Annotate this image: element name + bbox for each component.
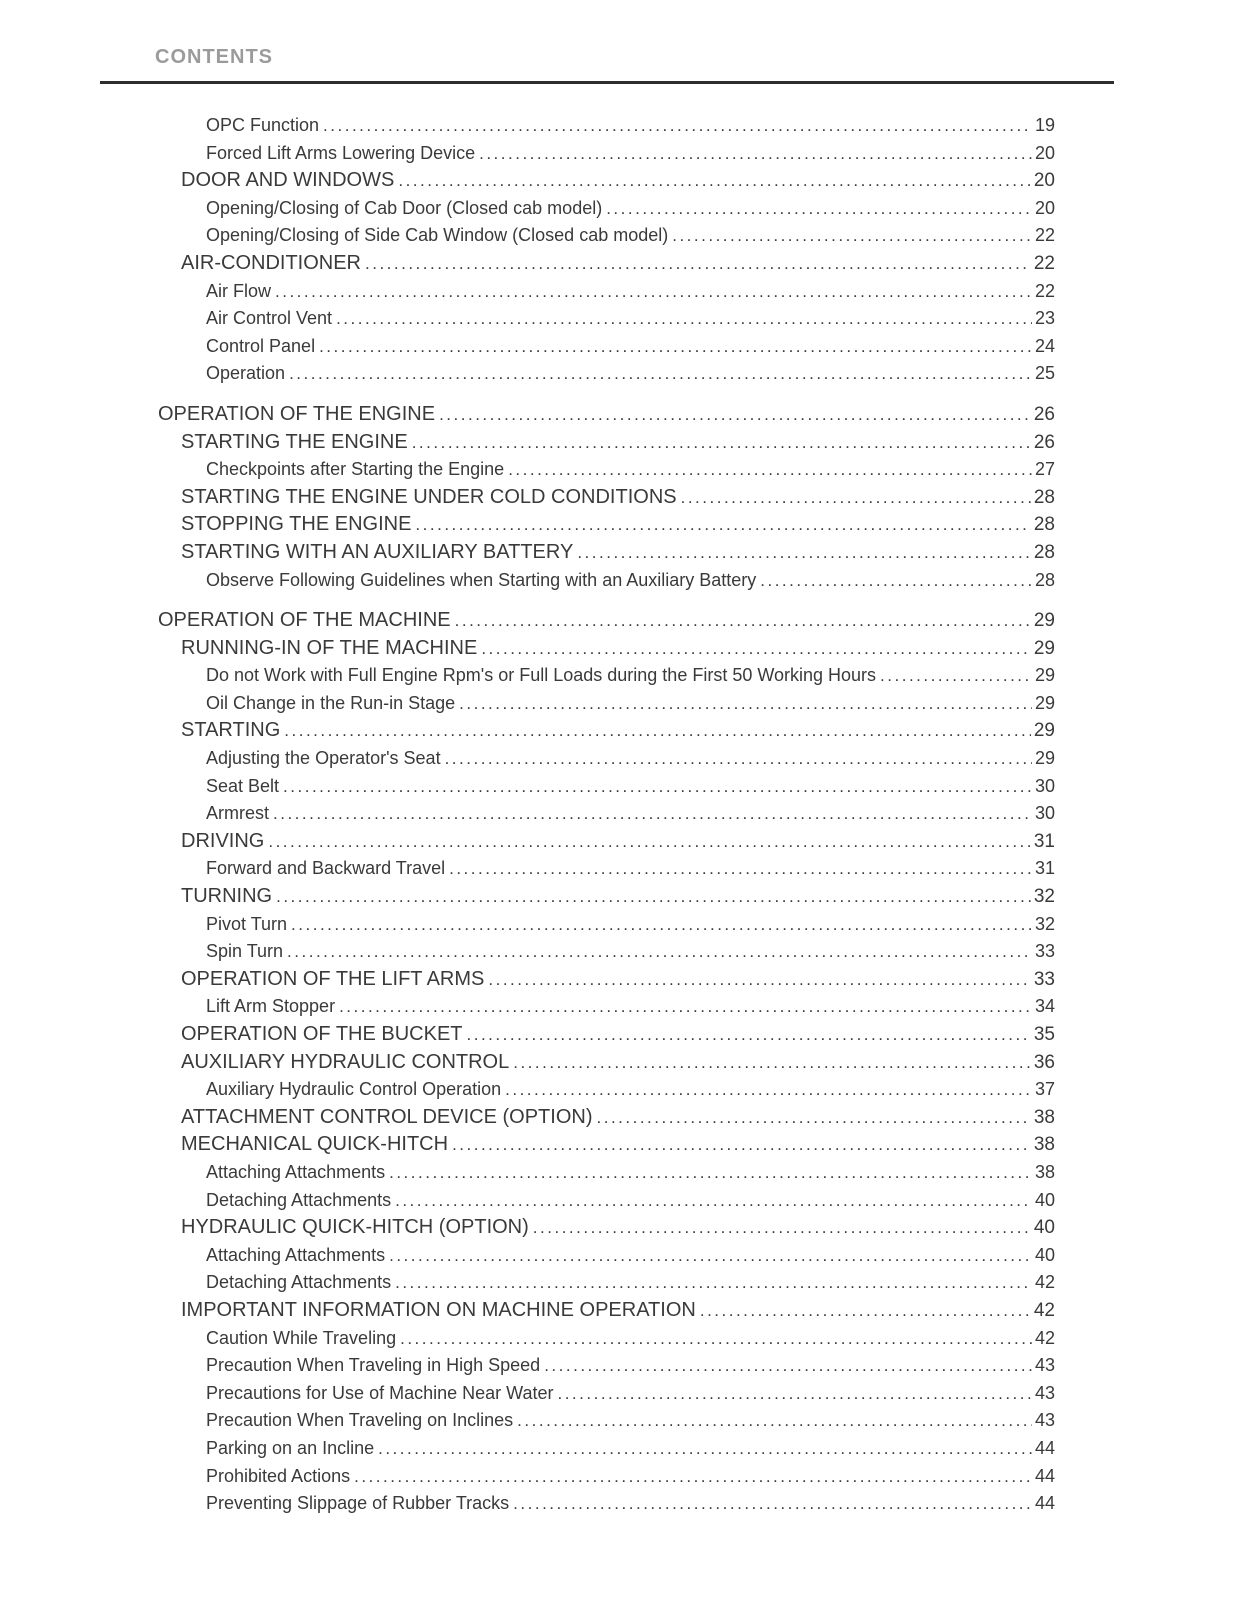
toc-entry <box>158 112 1055 140</box>
toc-entry-label: Adjusting the Operator's Seat <box>206 748 441 769</box>
toc-page-number: 43 <box>1034 1410 1055 1431</box>
toc-page-number: 29 <box>1034 665 1055 686</box>
toc-dot-leader <box>319 334 1032 361</box>
toc-entry-label: Control Panel <box>206 335 316 356</box>
toc-page-number: 22 <box>1034 225 1055 246</box>
toc-dot-leader <box>289 361 1032 388</box>
toc-dot-leader <box>389 1160 1032 1187</box>
toc-page-number: 34 <box>1034 996 1055 1017</box>
toc-entry <box>158 993 1055 1021</box>
toc-page-number: 27 <box>1034 459 1055 480</box>
toc-dot-leader <box>287 939 1032 966</box>
toc-dot-leader <box>681 485 1031 512</box>
toc-entry <box>158 1159 1055 1187</box>
toc-entry <box>158 690 1055 718</box>
toc-entry <box>158 1380 1055 1408</box>
toc-entry <box>158 800 1055 828</box>
toc-entry <box>158 607 1055 635</box>
toc-page-number: 26 <box>1033 403 1055 425</box>
toc-entry <box>158 1490 1055 1518</box>
toc-page-number: 38 <box>1033 1106 1055 1128</box>
toc-entry <box>158 511 1055 539</box>
toc-entry-label: STARTING <box>181 719 281 742</box>
toc-page-number: 29 <box>1033 610 1055 632</box>
toc-dot-leader <box>378 1436 1032 1463</box>
toc-dot-leader <box>481 636 1031 663</box>
toc-entry <box>158 250 1055 278</box>
toc-dot-leader <box>415 512 1030 539</box>
toc-entry <box>158 360 1055 388</box>
toc-page-number: 23 <box>1034 308 1055 329</box>
toc-dot-leader <box>517 1408 1032 1435</box>
toc-page-number: 31 <box>1033 830 1055 852</box>
toc-dot-leader <box>459 691 1032 718</box>
toc-dot-leader <box>445 746 1032 773</box>
toc-entry-label: HYDRAULIC QUICK-HITCH (OPTION) <box>181 1216 529 1239</box>
toc-entry <box>158 1269 1055 1297</box>
toc-entry <box>158 883 1055 911</box>
toc-page-number: 24 <box>1034 335 1055 356</box>
toc-entry <box>158 855 1055 883</box>
toc-entry-label: AUXILIARY HYDRAULIC CONTROL <box>181 1050 510 1073</box>
toc-entry-label: Oil Change in the Run-in Stage <box>206 692 456 713</box>
toc-entry-label: Forced Lift Arms Lowering Device <box>206 142 476 163</box>
toc-dot-leader <box>513 1491 1032 1518</box>
toc-page-number: 42 <box>1033 1299 1055 1321</box>
toc-entry <box>158 484 1055 512</box>
toc-entry-label: Lift Arm Stopper <box>206 996 336 1017</box>
toc-page-number: 28 <box>1033 514 1055 536</box>
toc-page-number: 43 <box>1034 1355 1055 1376</box>
toc-dot-leader <box>339 994 1032 1021</box>
toc-entry-label: Caution While Traveling <box>206 1327 397 1348</box>
toc-dot-leader <box>268 829 1031 856</box>
toc-entry-label: Do not Work with Full Engine Rpm's or Full Loads during the First 50 Working Hours <box>206 665 877 686</box>
toc-page-number: 33 <box>1033 968 1055 990</box>
toc-dot-leader <box>323 113 1032 140</box>
toc-entry <box>158 305 1055 333</box>
toc-page-number: 35 <box>1033 1024 1055 1045</box>
toc-dot-leader <box>389 1243 1032 1270</box>
toc-dot-leader <box>395 1270 1032 1297</box>
toc-page-number: 20 <box>1034 142 1055 163</box>
toc-entry <box>158 1435 1055 1463</box>
toc-entry-label: Opening/Closing of Cab Door (Closed cab model) <box>206 197 603 218</box>
toc-entry-label: Armrest <box>206 803 269 824</box>
toc-page-number: 37 <box>1034 1079 1055 1100</box>
toc-entry-label: STARTING WITH AN AUXILIARY BATTERY <box>181 540 574 563</box>
toc-page-number: 32 <box>1033 886 1055 908</box>
toc-entry-label: RUNNING-IN OF THE MACHINE <box>181 636 478 659</box>
toc-page-number: 42 <box>1034 1327 1055 1348</box>
toc-page-number: 25 <box>1034 363 1055 384</box>
toc-dot-leader <box>606 196 1032 223</box>
toc-dot-leader <box>479 141 1032 168</box>
toc-entry-label: Checkpoints after Starting the Engine <box>206 459 505 480</box>
toc-entry <box>158 278 1055 306</box>
toc-entry <box>158 828 1055 856</box>
toc-page-number: 28 <box>1033 541 1055 563</box>
toc-entry <box>158 1104 1055 1132</box>
toc-entry-label: ATTACHMENT CONTROL DEVICE (OPTION) <box>181 1105 593 1128</box>
toc-entry-label: Air Control Vent <box>206 308 333 329</box>
toc-page-number: 30 <box>1034 775 1055 796</box>
toc-page-number: 31 <box>1034 858 1055 879</box>
toc-entry-label: Attaching Attachments <box>206 1244 386 1265</box>
toc-entry <box>158 333 1055 361</box>
toc-entry-label: DOOR AND WINDOWS <box>181 169 395 192</box>
toc-entry <box>158 1076 1055 1104</box>
toc-page-number: 40 <box>1034 1189 1055 1210</box>
toc-entry <box>158 662 1055 690</box>
toc-entry <box>158 1242 1055 1270</box>
toc-dot-leader <box>700 1298 1031 1325</box>
toc-dot-leader <box>597 1105 1031 1132</box>
toc-page-number: 36 <box>1033 1051 1055 1073</box>
toc-dot-leader <box>400 1326 1032 1353</box>
toc-page-number: 28 <box>1034 569 1055 590</box>
toc-dot-leader <box>544 1353 1032 1380</box>
toc-entry <box>158 773 1055 801</box>
toc-entry-label: Detaching Attachments <box>206 1272 392 1293</box>
toc-dot-leader <box>760 568 1032 595</box>
toc-page-number: 28 <box>1033 486 1055 508</box>
toc-dot-leader <box>533 1215 1031 1242</box>
toc-entry-label: TURNING <box>181 885 273 908</box>
toc-dot-leader <box>276 884 1031 911</box>
toc-entry-label: Attaching Attachments <box>206 1161 386 1182</box>
toc-entry <box>158 1187 1055 1215</box>
toc-page-number: 29 <box>1033 637 1055 659</box>
toc-entry <box>158 938 1055 966</box>
toc-entry <box>158 1214 1055 1242</box>
toc-entry-label: Prohibited Actions <box>206 1465 351 1486</box>
toc-entry-label: OPERATION OF THE MACHINE <box>158 609 451 632</box>
toc-entry-label: IMPORTANT INFORMATION ON MACHINE OPERATION <box>181 1298 696 1321</box>
toc-page-number: 20 <box>1033 170 1055 192</box>
toc-entry <box>158 195 1055 223</box>
toc-entry-label: Opening/Closing of Side Cab Window (Closed cab model) <box>206 225 669 246</box>
toc-page-number: 44 <box>1034 1465 1055 1486</box>
toc-entry <box>158 429 1055 457</box>
toc-entry-label: OPC Function <box>206 115 320 135</box>
toc-dot-leader <box>284 718 1031 745</box>
toc-entry <box>158 567 1055 595</box>
toc-dot-leader <box>275 279 1032 306</box>
toc-entry-label: AIR-CONDITIONER <box>181 251 361 274</box>
toc-entry-label: Detaching Attachments <box>206 1189 392 1210</box>
toc-dot-leader <box>354 1464 1032 1491</box>
toc-entry <box>158 911 1055 939</box>
toc-entry-label: STARTING THE ENGINE UNDER COLD CONDITIONS <box>181 485 677 508</box>
toc-entry-label: Preventing Slippage of Rubber Tracks <box>206 1493 510 1514</box>
toc-page-number: 38 <box>1034 1161 1055 1182</box>
toc-entry <box>158 966 1055 994</box>
toc-dot-leader <box>557 1381 1031 1408</box>
toc-page-number: 38 <box>1033 1134 1055 1156</box>
toc-page-number: 44 <box>1034 1437 1055 1458</box>
toc-dot-leader <box>273 801 1032 828</box>
toc-dot-leader <box>488 967 1030 994</box>
toc-page-number: 19 <box>1034 115 1055 135</box>
toc-dot-leader <box>508 457 1032 484</box>
toc-page-number: 29 <box>1034 692 1055 713</box>
toc-entry-label: Operation <box>206 363 286 384</box>
toc-page-number: 40 <box>1033 1217 1055 1239</box>
toc-entry <box>158 167 1055 195</box>
toc-entry-label: OPERATION OF THE ENGINE <box>158 402 436 425</box>
table-of-contents <box>158 112 1055 1518</box>
toc-entry <box>158 635 1055 663</box>
toc-entry <box>158 1352 1055 1380</box>
toc-entry-label: Precaution When Traveling in High Speed <box>206 1355 541 1376</box>
toc-page-number: 22 <box>1033 252 1055 274</box>
header-divider <box>100 81 1114 84</box>
toc-page-number: 20 <box>1034 197 1055 218</box>
toc-entry <box>158 1131 1055 1159</box>
toc-entry-label: MECHANICAL QUICK-HITCH <box>181 1133 449 1156</box>
toc-dot-leader <box>672 223 1032 250</box>
toc-entry-label: OPERATION OF THE BUCKET <box>181 1023 463 1045</box>
toc-dot-leader <box>398 168 1031 195</box>
toc-entry-label: STARTING THE ENGINE <box>181 430 408 453</box>
toc-entry <box>158 222 1055 250</box>
toc-entry <box>158 140 1055 168</box>
toc-dot-leader <box>395 1188 1032 1215</box>
toc-dot-leader <box>577 540 1031 567</box>
toc-dot-leader <box>513 1050 1031 1077</box>
toc-dot-leader <box>336 306 1032 333</box>
toc-page-number: 26 <box>1033 431 1055 453</box>
toc-entry <box>158 401 1055 429</box>
toc-dot-leader <box>283 774 1032 801</box>
toc-entry <box>158 1297 1055 1325</box>
toc-dot-leader <box>439 402 1031 429</box>
toc-entry <box>158 717 1055 745</box>
toc-entry <box>158 1407 1055 1435</box>
toc-page-number: 29 <box>1033 720 1055 742</box>
toc-entry <box>158 539 1055 567</box>
toc-entry-label: Parking on an Incline <box>206 1437 375 1458</box>
toc-dot-leader <box>880 663 1032 690</box>
toc-entry-label: Auxiliary Hydraulic Control Operation <box>206 1079 502 1100</box>
toc-page-number: 32 <box>1034 913 1055 934</box>
toc-dot-leader <box>291 912 1032 939</box>
toc-entry <box>158 1021 1055 1049</box>
toc-entry-label: Forward and Backward Travel <box>206 858 446 879</box>
toc-page-number: 30 <box>1034 803 1055 824</box>
toc-page-number: 22 <box>1034 280 1055 301</box>
toc-entry-label: Spin Turn <box>206 941 284 962</box>
toc-page-number: 33 <box>1034 941 1055 962</box>
toc-entry-label: Pivot Turn <box>206 913 288 934</box>
toc-dot-leader <box>412 430 1031 457</box>
toc-page-number: 29 <box>1034 748 1055 769</box>
toc-dot-leader <box>365 251 1031 278</box>
toc-dot-leader <box>455 608 1031 635</box>
toc-entry <box>158 1325 1055 1353</box>
toc-entry-label: OPERATION OF THE LIFT ARMS <box>181 967 485 990</box>
toc-entry-label: Air Flow <box>206 280 272 301</box>
toc-page-number: 42 <box>1034 1272 1055 1293</box>
toc-page-number: 43 <box>1034 1382 1055 1403</box>
toc-entry-label: Observe Following Guidelines when Starting with an Auxiliary Battery <box>206 569 757 590</box>
toc-page-number: 40 <box>1034 1244 1055 1265</box>
toc-dot-leader <box>452 1132 1031 1159</box>
page-header-title: CONTENTS <box>155 46 273 68</box>
toc-entry-label: STOPPING THE ENGINE <box>181 513 412 536</box>
toc-entry-label: Precaution When Traveling on Inclines <box>206 1410 514 1431</box>
toc-dot-leader <box>449 856 1032 883</box>
toc-entry <box>158 745 1055 773</box>
toc-entry-label: Seat Belt <box>206 775 280 796</box>
toc-page-number: 44 <box>1034 1493 1055 1514</box>
toc-dot-leader <box>467 1022 1031 1049</box>
toc-entry <box>158 1049 1055 1077</box>
toc-entry-label: Precautions for Use of Machine Near Water <box>206 1382 554 1403</box>
toc-dot-leader <box>505 1077 1032 1104</box>
toc-entry <box>158 456 1055 484</box>
toc-entry <box>158 1463 1055 1491</box>
toc-entry-label: DRIVING <box>181 829 265 852</box>
